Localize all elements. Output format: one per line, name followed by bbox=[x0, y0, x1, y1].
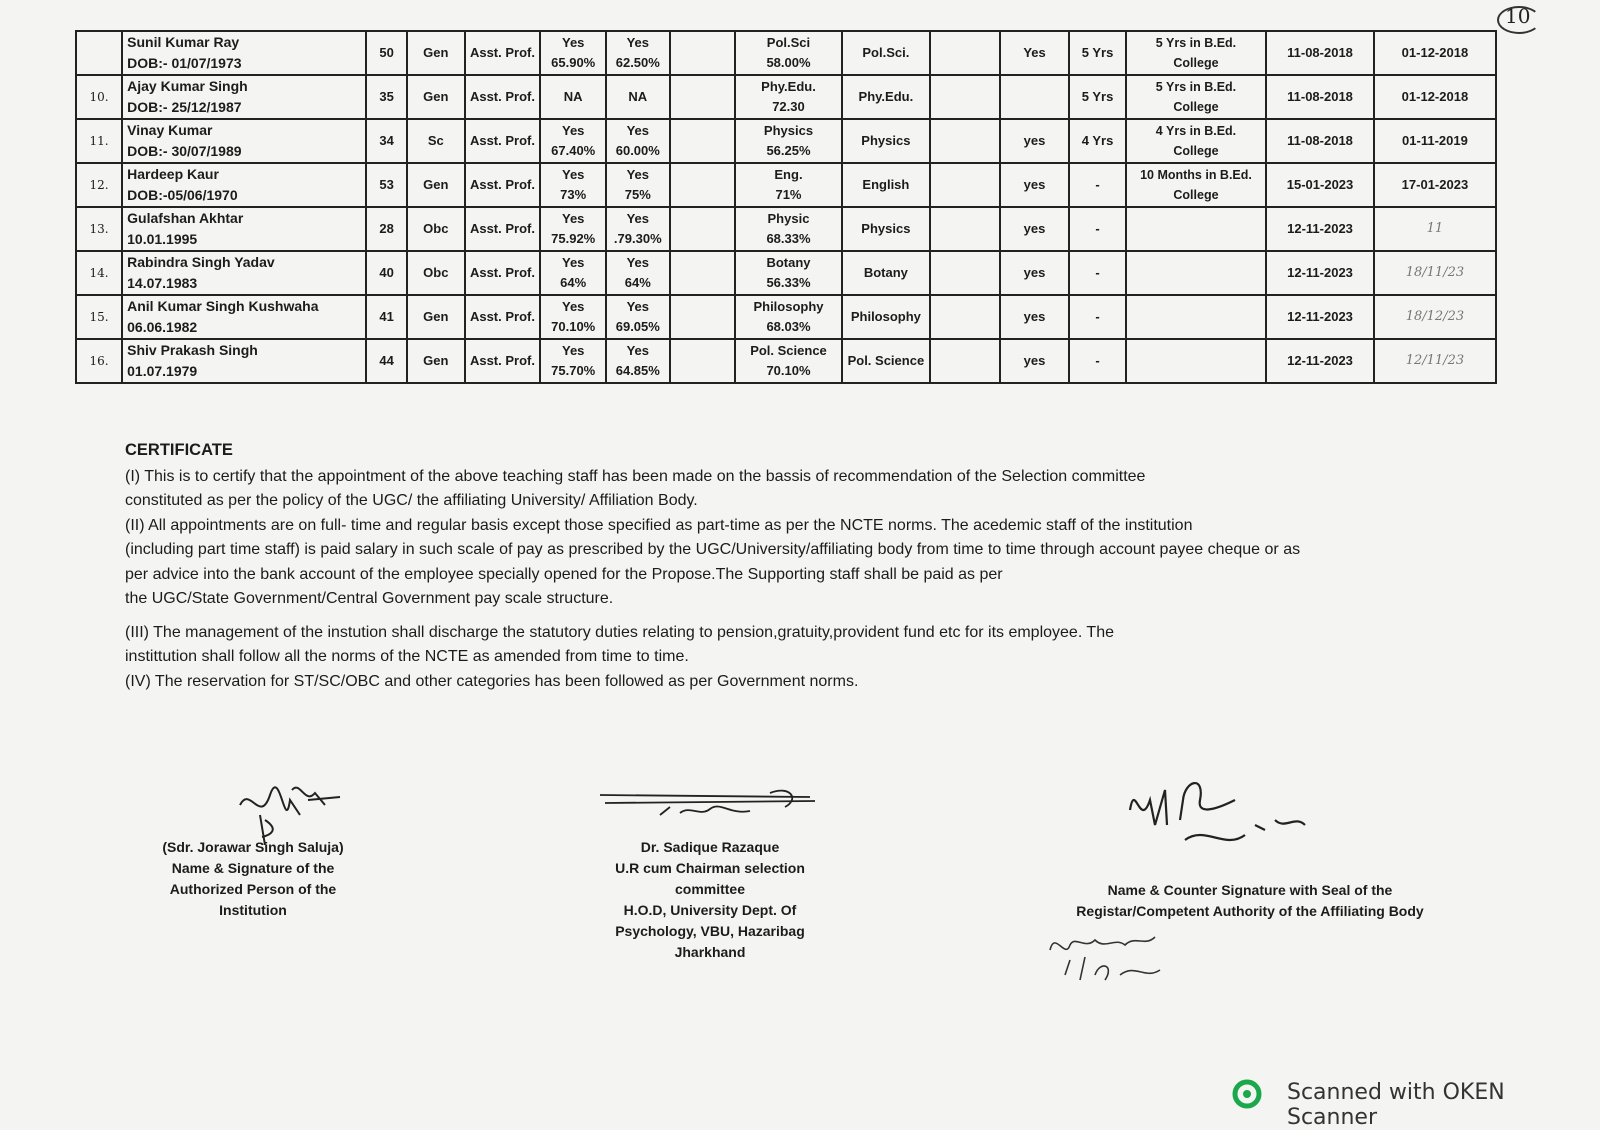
cell-col-d bbox=[930, 251, 1000, 295]
right-signatory bbox=[1040, 880, 1460, 922]
col-a-line: 75.92% bbox=[551, 231, 596, 246]
col-a-line: 65.90% bbox=[551, 55, 596, 70]
cell-col-c bbox=[670, 75, 736, 119]
cell-name bbox=[122, 207, 366, 251]
col-b-line: Yes bbox=[626, 167, 649, 182]
cell-name bbox=[122, 75, 366, 119]
cell-col-d bbox=[930, 119, 1000, 163]
cell-date1: 12-11-2023 bbox=[1266, 295, 1374, 339]
table-row bbox=[76, 295, 1496, 339]
cell-subject-pct bbox=[735, 163, 842, 207]
exp-detail-line: 5 Yrs in B.Ed. bbox=[1155, 36, 1237, 50]
col-a-line: Yes bbox=[561, 343, 585, 358]
col-b-line: Yes bbox=[626, 211, 649, 226]
cell-col-d bbox=[930, 163, 1000, 207]
col-a-line: 70.10% bbox=[551, 319, 596, 334]
cell-col-b bbox=[606, 207, 670, 251]
cell-date1: 11-08-2018 bbox=[1266, 119, 1374, 163]
col-a-line: NA bbox=[563, 89, 583, 104]
table-row bbox=[76, 207, 1496, 251]
table-row bbox=[76, 251, 1496, 295]
cell-col-e: yes bbox=[1000, 207, 1070, 251]
cell-date2: 01-12-2018 bbox=[1374, 75, 1496, 119]
cell-col-d bbox=[930, 31, 1000, 75]
exp-detail-line: 5 Yrs in B.Ed. bbox=[1155, 80, 1237, 94]
cell-age: 40 bbox=[366, 251, 407, 295]
cell-col-a bbox=[540, 339, 606, 383]
cert-para-2-line-2: (including part time staff) is paid salary in such scale of pay as prescribed by the UGC/University/affiliating body from time to time through account payee cheque or as bbox=[125, 541, 1301, 558]
cell-col-a bbox=[540, 75, 606, 119]
cell-col-b bbox=[606, 75, 670, 119]
col-a-line: Yes bbox=[561, 167, 585, 182]
cell-sl: 14. bbox=[76, 251, 122, 295]
staff-name: Ajay Kumar Singh bbox=[127, 78, 248, 94]
cell-col-a bbox=[540, 251, 606, 295]
cell-name bbox=[122, 119, 366, 163]
cell-category: Sc bbox=[407, 119, 464, 163]
cell-date1: 11-08-2018 bbox=[1266, 31, 1374, 75]
staff-name: Hardeep Kaur bbox=[127, 166, 219, 182]
cell-subject: Phy.Edu. bbox=[842, 75, 930, 119]
col-b-line: Yes bbox=[626, 299, 649, 314]
col-a-line: 73% bbox=[560, 187, 587, 202]
cell-col-c bbox=[670, 119, 736, 163]
certificate-section bbox=[125, 438, 1505, 694]
staff-table bbox=[75, 30, 1497, 384]
cell-sl: 10. bbox=[76, 75, 122, 119]
cell-date1: 15-01-2023 bbox=[1266, 163, 1374, 207]
cell-experience: - bbox=[1069, 295, 1125, 339]
col-a-line: Yes bbox=[561, 299, 585, 314]
cell-subject-pct bbox=[735, 75, 842, 119]
cell-age: 28 bbox=[366, 207, 407, 251]
cell-exp-detail bbox=[1126, 31, 1266, 75]
cell-designation: Asst. Prof. bbox=[465, 207, 541, 251]
cell-col-c bbox=[670, 339, 736, 383]
cell-name bbox=[122, 251, 366, 295]
col-b-line: 62.50% bbox=[615, 55, 660, 70]
cert-para-2-line-1: (II) All appointments are on full- time and regular basis except those specified as part-time as per the NCTE norms. The acedemic staff of the institution bbox=[125, 516, 1193, 534]
cell-age: 50 bbox=[366, 31, 407, 75]
cell-experience: 5 Yrs bbox=[1069, 31, 1125, 75]
staff-name: Gulafshan Akhtar bbox=[127, 210, 244, 226]
cert-para-2-line-3: per advice into the bank account of the employee specially opened for the Propose.The Supporting staff shall be paid as per bbox=[125, 565, 1003, 583]
cell-category: Gen bbox=[407, 295, 464, 339]
cell-subject: Pol. Science bbox=[842, 339, 930, 383]
cert-para-2-line-4: the UGC/State Government/Central Government pay scale structure. bbox=[125, 590, 614, 607]
cell-category: Gen bbox=[407, 163, 464, 207]
cell-exp-detail bbox=[1126, 295, 1266, 339]
subject-pct-line: 72.30 bbox=[772, 99, 805, 114]
left-signatory bbox=[118, 837, 388, 921]
cell-col-a bbox=[540, 163, 606, 207]
cell-experience: 5 Yrs bbox=[1069, 75, 1125, 119]
col-a-line: 75.70% bbox=[551, 363, 596, 378]
cert-para-3-line-2: instittution shall follow all the norms of the NCTE as amended from time to time. bbox=[125, 648, 689, 665]
page-number: 10 bbox=[1505, 4, 1531, 28]
cell-col-b bbox=[606, 339, 670, 383]
cell-date2: 01-12-2018 bbox=[1374, 31, 1496, 75]
cell-name bbox=[122, 163, 366, 207]
cell-col-e: yes bbox=[1000, 251, 1070, 295]
col-b-line: 64.85% bbox=[615, 363, 660, 378]
middle-signatory-line-3: committee bbox=[674, 881, 746, 897]
subject-pct-line: Philosophy bbox=[753, 299, 824, 314]
cell-col-b bbox=[606, 31, 670, 75]
staff-dob: DOB:-05/06/1970 bbox=[127, 187, 238, 203]
col-a-line: Yes bbox=[561, 255, 585, 270]
subject-pct-line: 68.33% bbox=[766, 231, 811, 246]
cell-sl: 16. bbox=[76, 339, 122, 383]
left-signatory-line-2: Name & Signature of the bbox=[171, 860, 335, 876]
cell-sl: 12. bbox=[76, 163, 122, 207]
col-a-line: 67.40% bbox=[551, 143, 596, 158]
subject-pct-line: Phy.Edu. bbox=[761, 79, 816, 94]
cell-date1: 12-11-2023 bbox=[1266, 339, 1374, 383]
subject-pct-line: 56.25% bbox=[766, 143, 811, 158]
subject-pct-line: 58.00% bbox=[766, 55, 811, 70]
col-b-line: 75% bbox=[624, 187, 651, 202]
left-signature bbox=[230, 775, 350, 845]
left-signatory-line-4: Institution bbox=[219, 902, 287, 918]
table-row bbox=[76, 339, 1496, 383]
cell-col-a bbox=[540, 31, 606, 75]
cell-col-e: yes bbox=[1000, 119, 1070, 163]
subject-pct-line: 70.10% bbox=[766, 363, 811, 378]
subject-pct-line: 56.33% bbox=[766, 275, 811, 290]
cell-date2: 18/12/23 bbox=[1374, 295, 1496, 339]
cell-subject: English bbox=[842, 163, 930, 207]
exp-detail-line: College bbox=[1173, 144, 1219, 158]
right-signatory-line-1: Name & Counter Signature with Seal of the bbox=[1107, 882, 1393, 898]
cell-date2: 11 bbox=[1374, 207, 1496, 251]
cell-col-c bbox=[670, 31, 736, 75]
subject-pct-line: 71% bbox=[775, 187, 802, 202]
bottom-handwritten-date bbox=[1045, 925, 1195, 985]
col-b-line: 69.05% bbox=[615, 319, 660, 334]
cell-col-b bbox=[606, 295, 670, 339]
cell-sl: 11. bbox=[76, 119, 122, 163]
cell-age: 53 bbox=[366, 163, 407, 207]
cell-col-e bbox=[1000, 75, 1070, 119]
cell-date2: 18/11/23 bbox=[1374, 251, 1496, 295]
cell-subject-pct bbox=[735, 207, 842, 251]
cell-date2: 17-01-2023 bbox=[1374, 163, 1496, 207]
cell-col-a bbox=[540, 207, 606, 251]
cell-category: Obc bbox=[407, 251, 464, 295]
cell-subject: Physics bbox=[842, 207, 930, 251]
oken-scanner-logo-icon bbox=[1232, 1079, 1262, 1109]
cell-subject-pct bbox=[735, 119, 842, 163]
col-a-line: Yes bbox=[561, 123, 585, 138]
cell-designation: Asst. Prof. bbox=[465, 295, 541, 339]
cell-date2: 01-11-2019 bbox=[1374, 119, 1496, 163]
cell-subject: Pol.Sci. bbox=[842, 31, 930, 75]
staff-name: Vinay Kumar bbox=[127, 122, 213, 138]
staff-dob: DOB:- 01/07/1973 bbox=[127, 55, 242, 71]
subject-pct-line: Pol. Science bbox=[750, 343, 827, 358]
table-row bbox=[76, 75, 1496, 119]
cell-age: 44 bbox=[366, 339, 407, 383]
left-signatory-line-3: Authorized Person of the bbox=[169, 881, 337, 897]
col-a-line: Yes bbox=[561, 211, 585, 226]
staff-dob: 10.01.1995 bbox=[127, 231, 198, 247]
staff-dob: 14.07.1983 bbox=[127, 275, 198, 291]
col-b-line: Yes bbox=[626, 35, 649, 50]
middle-signatory-name: Dr. Sadique Razaque bbox=[640, 839, 780, 855]
cell-subject-pct bbox=[735, 251, 842, 295]
subject-pct-line: Botany bbox=[766, 255, 811, 270]
cell-age: 34 bbox=[366, 119, 407, 163]
cell-sl bbox=[76, 31, 122, 75]
staff-dob: DOB:- 30/07/1989 bbox=[127, 143, 242, 159]
subject-pct-line: Physics bbox=[763, 123, 814, 138]
col-b-line: NA bbox=[628, 89, 648, 104]
cell-name bbox=[122, 295, 366, 339]
cell-exp-detail bbox=[1126, 119, 1266, 163]
cell-col-e: yes bbox=[1000, 163, 1070, 207]
cell-date1: 12-11-2023 bbox=[1266, 207, 1374, 251]
cell-experience: - bbox=[1069, 251, 1125, 295]
col-b-line: .79.30% bbox=[613, 231, 662, 246]
cert-para-1-line-1: (I) This is to certify that the appointment of the above teaching staff has been made on the bassis of recommendation of the Selection committee bbox=[125, 467, 1146, 485]
cell-designation: Asst. Prof. bbox=[465, 339, 541, 383]
subject-pct-line: Pol.Sci bbox=[766, 35, 811, 50]
cell-col-d bbox=[930, 75, 1000, 119]
middle-signatory-line-5: Psychology, VBU, Hazaribag bbox=[615, 923, 805, 939]
cell-col-e: Yes bbox=[1000, 31, 1070, 75]
cell-date2: 12/11/23 bbox=[1374, 339, 1496, 383]
cell-col-a bbox=[540, 295, 606, 339]
cell-sl: 13. bbox=[76, 207, 122, 251]
exp-detail-line: College bbox=[1173, 56, 1219, 70]
cell-col-b bbox=[606, 163, 670, 207]
staff-name: Shiv Prakash Singh bbox=[127, 342, 258, 358]
table-row bbox=[76, 31, 1496, 75]
cell-designation: Asst. Prof. bbox=[465, 119, 541, 163]
cell-designation: Asst. Prof. bbox=[465, 251, 541, 295]
middle-signatory-line-2: U.R cum Chairman selection bbox=[615, 860, 805, 876]
cell-experience: 4 Yrs bbox=[1069, 119, 1125, 163]
cell-sl: 15. bbox=[76, 295, 122, 339]
cell-subject: Botany bbox=[842, 251, 930, 295]
cell-col-c bbox=[670, 163, 736, 207]
middle-signature bbox=[600, 785, 830, 835]
cell-exp-detail bbox=[1126, 251, 1266, 295]
col-b-line: Yes bbox=[626, 255, 649, 270]
cell-designation: Asst. Prof. bbox=[465, 31, 541, 75]
cell-experience: - bbox=[1069, 163, 1125, 207]
certificate-title: CERTIFICATE bbox=[125, 441, 233, 459]
staff-dob: 01.07.1979 bbox=[127, 363, 198, 379]
cell-designation: Asst. Prof. bbox=[465, 75, 541, 119]
cell-category: Gen bbox=[407, 339, 464, 383]
cell-experience: - bbox=[1069, 207, 1125, 251]
cell-name bbox=[122, 339, 366, 383]
subject-pct-line: 68.03% bbox=[766, 319, 811, 334]
cell-col-a bbox=[540, 119, 606, 163]
col-b-line: 60.00% bbox=[615, 143, 660, 158]
col-a-line: Yes bbox=[561, 35, 585, 50]
cell-subject: Physics bbox=[842, 119, 930, 163]
exp-detail-line: College bbox=[1173, 100, 1219, 114]
col-b-line: Yes bbox=[626, 123, 649, 138]
middle-signatory bbox=[590, 837, 830, 963]
cell-subject-pct bbox=[735, 339, 842, 383]
cell-exp-detail bbox=[1126, 75, 1266, 119]
cell-category: Gen bbox=[407, 75, 464, 119]
staff-dob: 06.06.1982 bbox=[127, 319, 198, 335]
cell-col-c bbox=[670, 207, 736, 251]
col-a-line: 64% bbox=[560, 275, 587, 290]
right-signature bbox=[1125, 770, 1325, 860]
cell-subject-pct bbox=[735, 31, 842, 75]
cell-date1: 12-11-2023 bbox=[1266, 251, 1374, 295]
cert-para-1-line-2: constituted as per the policy of the UGC/ the affiliating University/ Affiliation Body. bbox=[125, 492, 698, 509]
col-b-line: Yes bbox=[626, 343, 649, 358]
exp-detail-line: 4 Yrs in B.Ed. bbox=[1155, 124, 1237, 138]
staff-name: Rabindra Singh Yadav bbox=[127, 254, 275, 270]
cell-exp-detail bbox=[1126, 163, 1266, 207]
cell-col-d bbox=[930, 295, 1000, 339]
cell-date1: 11-08-2018 bbox=[1266, 75, 1374, 119]
subject-pct-line: Physic bbox=[767, 211, 810, 226]
cell-col-b bbox=[606, 251, 670, 295]
table-row bbox=[76, 119, 1496, 163]
cell-col-b bbox=[606, 119, 670, 163]
cell-subject-pct bbox=[735, 295, 842, 339]
cell-subject: Philosophy bbox=[842, 295, 930, 339]
cert-para-4-line-1: (IV) The reservation for ST/SC/OBC and other categories has been followed as per Government norms. bbox=[125, 672, 859, 690]
cell-col-d bbox=[930, 207, 1000, 251]
cell-exp-detail bbox=[1126, 207, 1266, 251]
cell-designation: Asst. Prof. bbox=[465, 163, 541, 207]
cell-col-e: yes bbox=[1000, 339, 1070, 383]
cell-age: 35 bbox=[366, 75, 407, 119]
cert-para-3-line-1: (III) The management of the instution shall discharge the statutory duties relating to pension,gratuity,provident fund etc for its employee. The bbox=[125, 623, 1114, 641]
exp-detail-line: College bbox=[1173, 188, 1219, 202]
subject-pct-line: Eng. bbox=[774, 167, 803, 182]
cell-col-c bbox=[670, 295, 736, 339]
staff-name: Sunil Kumar Ray bbox=[127, 34, 240, 50]
cell-col-c bbox=[670, 251, 736, 295]
middle-signatory-line-4: H.O.D, University Dept. Of bbox=[623, 902, 797, 918]
middle-signatory-line-6: Jharkhand bbox=[674, 944, 746, 960]
cell-col-e: yes bbox=[1000, 295, 1070, 339]
left-signatory-name: (Sdr. Jorawar Singh Saluja) bbox=[162, 839, 344, 855]
table-row bbox=[76, 163, 1496, 207]
cell-category: Obc bbox=[407, 207, 464, 251]
cell-experience: - bbox=[1069, 339, 1125, 383]
staff-dob: DOB:- 25/12/1987 bbox=[127, 99, 242, 115]
scanner-watermark: Scanned with OKEN Scanner bbox=[1287, 1080, 1505, 1130]
cell-category: Gen bbox=[407, 31, 464, 75]
right-signatory-line-2: Registar/Competent Authority of the Affiliating Body bbox=[1076, 903, 1424, 919]
exp-detail-line: 10 Months in B.Ed. bbox=[1140, 168, 1252, 182]
cell-name bbox=[122, 31, 366, 75]
staff-name: Anil Kumar Singh Kushwaha bbox=[127, 298, 319, 314]
cell-age: 41 bbox=[366, 295, 407, 339]
cell-exp-detail bbox=[1126, 339, 1266, 383]
col-b-line: 64% bbox=[624, 275, 651, 290]
cell-col-d bbox=[930, 339, 1000, 383]
